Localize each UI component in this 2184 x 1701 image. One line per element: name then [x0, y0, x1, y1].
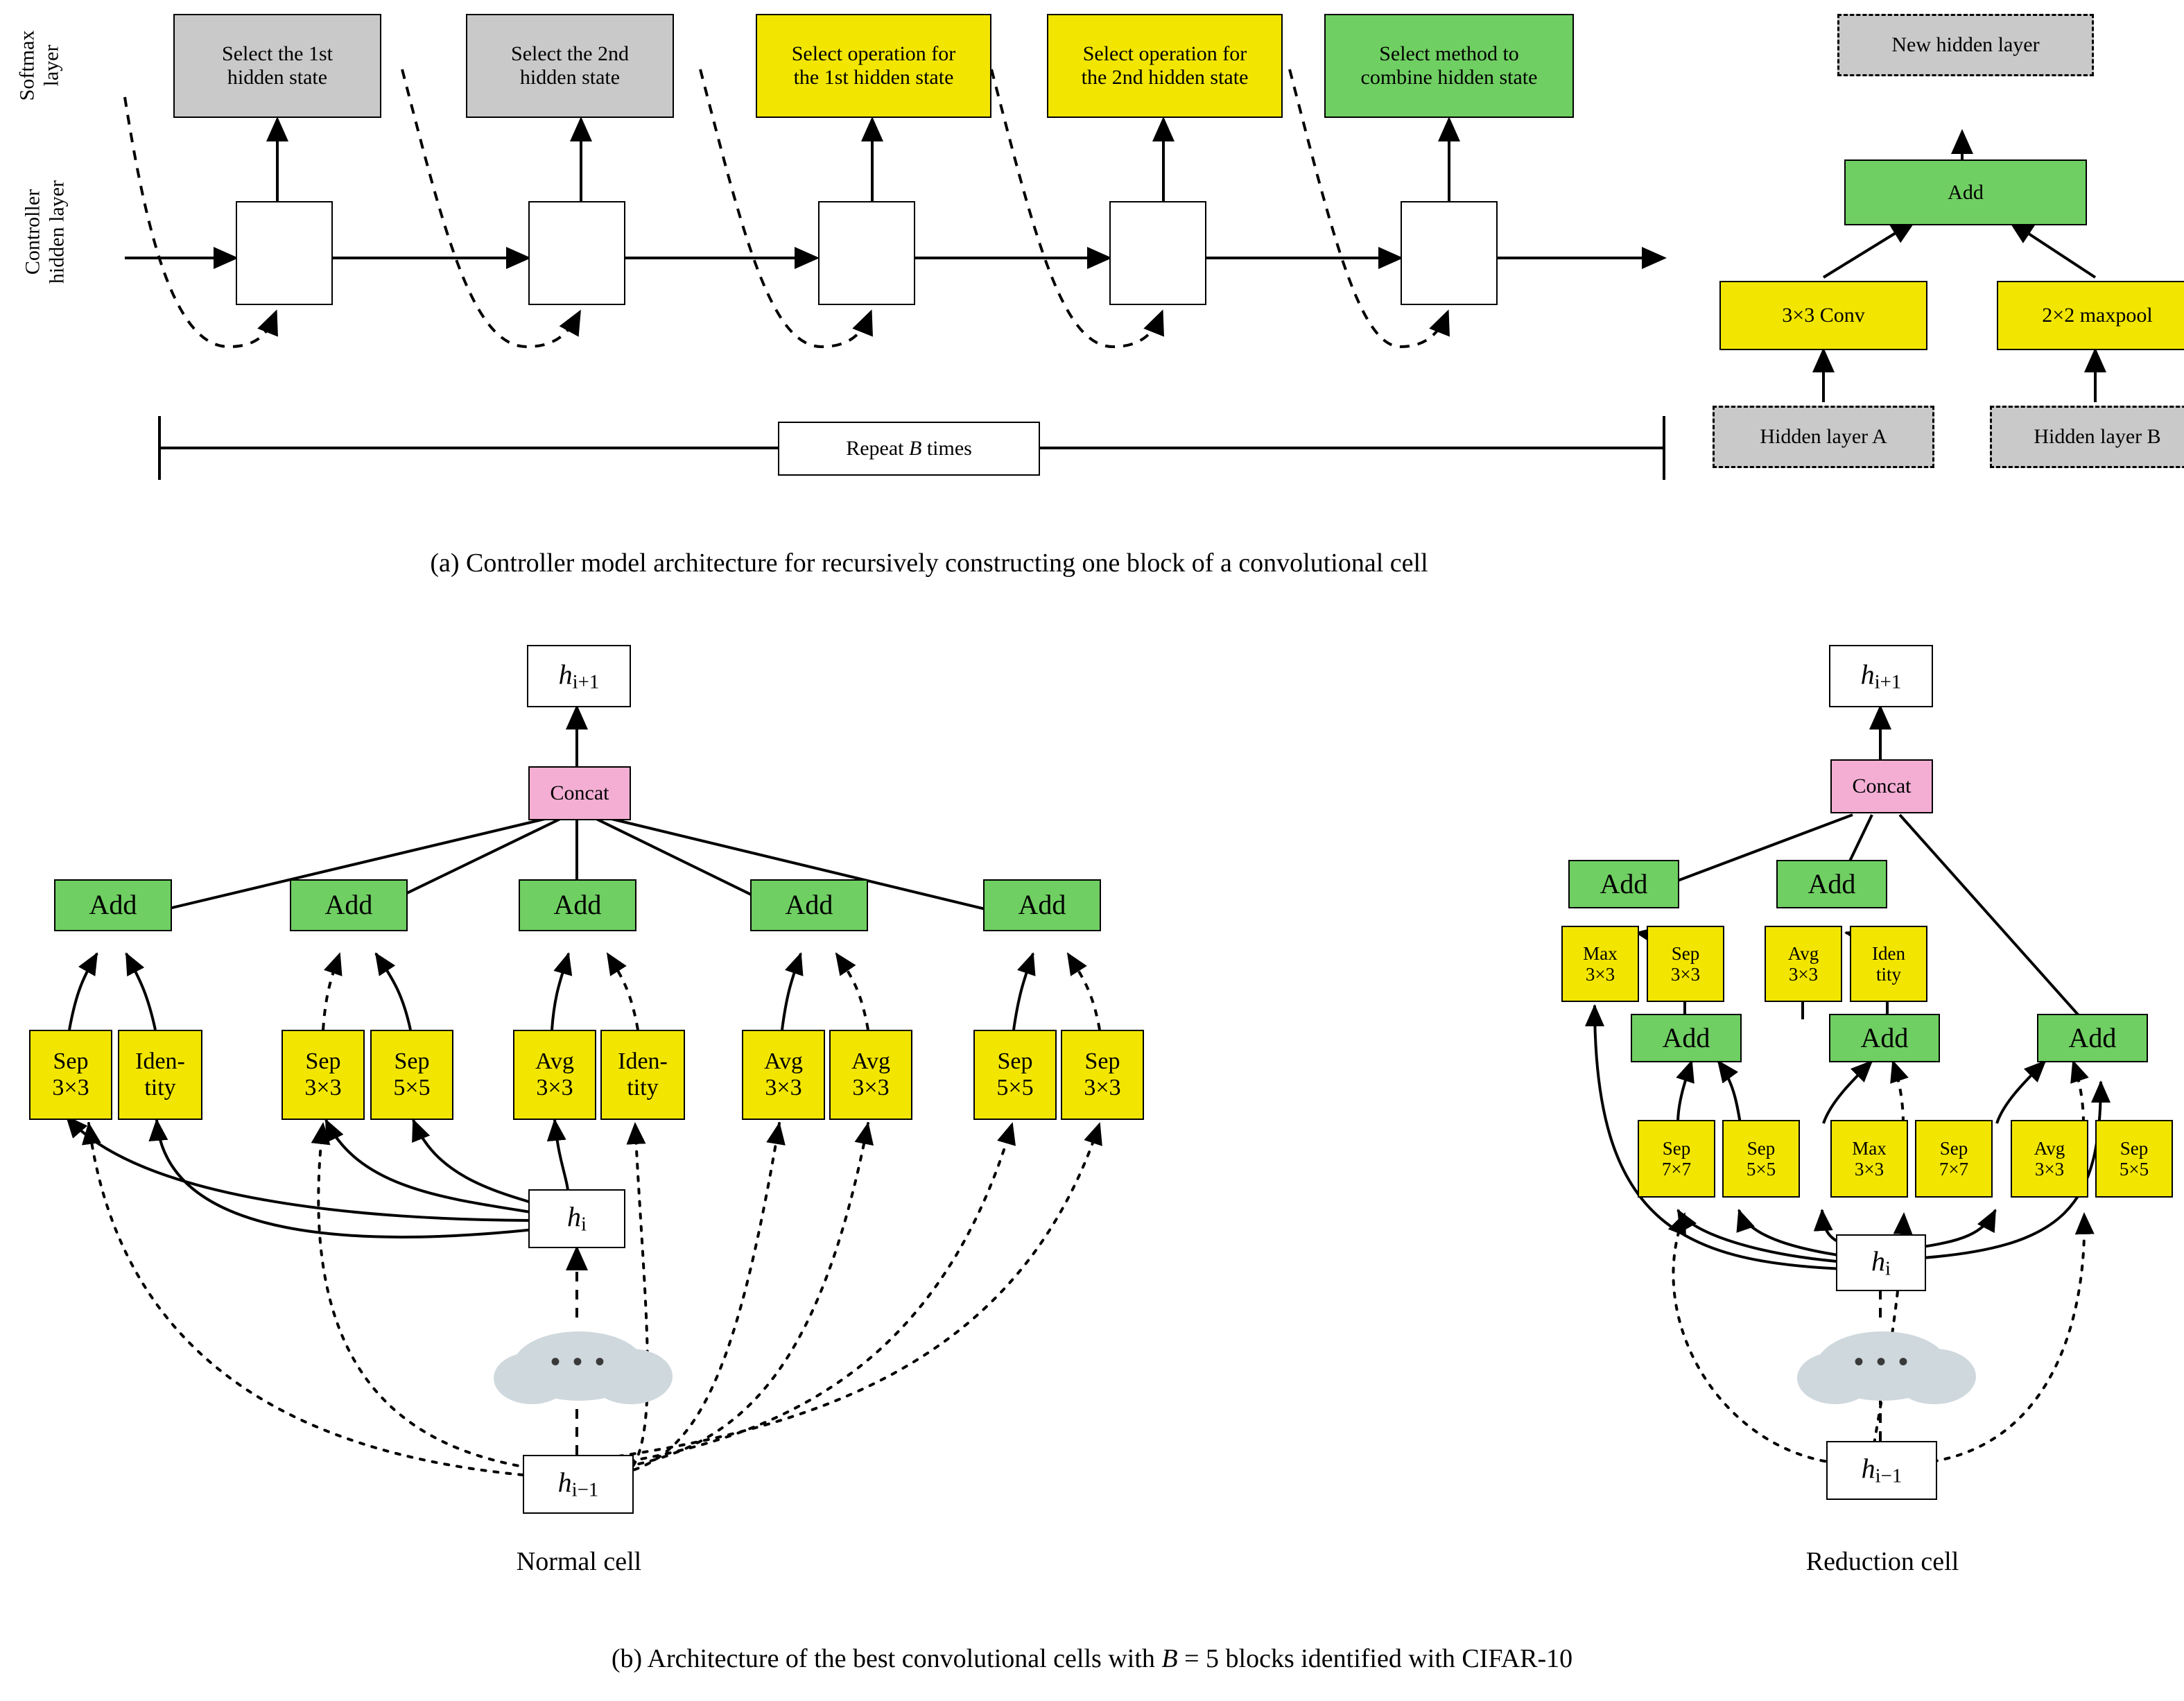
normal-hi-1-node: [523, 1455, 634, 1514]
normal-output-node: [527, 645, 631, 707]
caption-b-pre: (b) Architecture of the best convolutional cells with: [611, 1644, 1162, 1673]
reduction-concat-node: Concat: [1830, 759, 1933, 813]
normal-op-8: Avg 3×3: [829, 1030, 912, 1120]
normal-add-4: Add: [750, 879, 868, 931]
reduction-op-top-2: Sep 3×3: [1647, 926, 1724, 1002]
normal-output-sub: i+1: [572, 671, 600, 693]
normal-hprev-h: h: [557, 1467, 572, 1499]
softmax-box-1-label: Select the 1st hidden state: [222, 42, 333, 89]
op-conv-box: 3×3 Conv: [1719, 281, 1927, 350]
reduction-op-mid-2: Sep 5×5: [1722, 1120, 1800, 1198]
controller-cell-2: [528, 201, 625, 305]
hidden-layer-b-box: Hidden layer B: [1990, 406, 2184, 468]
normal-op-1: Sep 3×3: [29, 1030, 112, 1120]
repeat-b: B: [908, 437, 922, 460]
reduction-add-top-2: Add: [1776, 860, 1887, 908]
softmax-box-3-label: Select operation for the 1st hidden state: [791, 42, 956, 89]
reduction-hprev-h: h: [1861, 1453, 1875, 1485]
reduction-output-node: [1829, 645, 1933, 707]
reduction-hi-1-node: [1826, 1441, 1937, 1500]
caption-a: (a) Controller model architecture for recursively constructing one block of a convolutional cell: [430, 549, 1428, 578]
reduction-cloud-dots: • • •: [1853, 1346, 1911, 1377]
normal-op-2: Iden- tity: [118, 1030, 202, 1120]
repeat-post: times: [921, 437, 972, 460]
op-maxpool-box: 2×2 maxpool: [1997, 281, 2184, 350]
softmax-box-4[interactable]: [1047, 14, 1283, 118]
repeat-pre: Repeat: [846, 437, 909, 460]
normal-output-h: h: [558, 658, 573, 690]
reduction-hi-h: h: [1871, 1245, 1885, 1277]
reduction-hi-node: [1836, 1234, 1926, 1291]
normal-hi-h: h: [566, 1201, 581, 1233]
reduction-op-top-3: Avg 3×3: [1765, 926, 1842, 1002]
reduction-add-mid-3: Add: [2037, 1014, 2148, 1062]
reduction-op-mid-4: Sep 7×7: [1915, 1120, 1993, 1198]
normal-add-2: Add: [290, 879, 408, 931]
normal-hprev-sub: i−1: [571, 1478, 599, 1501]
reduction-op-mid-6: Sep 5×5: [2095, 1120, 2173, 1198]
normal-hi-node: [528, 1189, 625, 1248]
reduction-hi-sub: i: [1884, 1257, 1891, 1280]
normal-op-3: Sep 3×3: [281, 1030, 365, 1120]
reduction-output-sub: i+1: [1874, 671, 1902, 693]
caption-b-post: = 5 blocks identified with CIFAR-10: [1177, 1644, 1573, 1673]
normal-add-3: Add: [519, 879, 636, 931]
softmax-box-3[interactable]: [756, 14, 991, 118]
normal-op-5: Avg 3×3: [513, 1030, 596, 1120]
reduction-add-top-1: Add: [1568, 860, 1679, 908]
reduction-op-mid-1: Sep 7×7: [1638, 1120, 1715, 1198]
normal-add-1: Add: [54, 879, 172, 931]
reduction-add-mid-2: Add: [1829, 1014, 1940, 1062]
normal-op-7: Avg 3×3: [742, 1030, 825, 1120]
softmax-box-2[interactable]: [466, 14, 674, 118]
normal-op-10: Sep 3×3: [1061, 1030, 1144, 1120]
normal-cell-name: Normal cell: [516, 1547, 642, 1576]
normal-hi-sub: i: [580, 1213, 587, 1236]
controller-cell-1: [236, 201, 333, 305]
softmax-box-4-label: Select operation for the 2nd hidden state: [1081, 42, 1249, 89]
softmax-box-5[interactable]: [1324, 14, 1574, 118]
combine-add-box: Add: [1844, 159, 2087, 225]
softmax-box-5-label: Select method to combine hidden state: [1360, 42, 1538, 89]
repeat-box: [778, 422, 1040, 476]
reduction-cell-name: Reduction cell: [1805, 1547, 1959, 1576]
caption-b: [0, 1643, 2184, 1674]
softmax-box-2-label: Select the 2nd hidden state: [511, 42, 629, 89]
reduction-add-mid-1: Add: [1631, 1014, 1742, 1062]
new-hidden-layer-box: New hidden layer: [1837, 14, 2094, 76]
softmax-box-1[interactable]: [173, 14, 381, 118]
controller-cell-5: [1401, 201, 1498, 305]
normal-cloud-dots: • • •: [550, 1346, 607, 1377]
normal-op-4: Sep 5×5: [370, 1030, 453, 1120]
normal-concat-node: Concat: [528, 766, 631, 820]
reduction-op-mid-5: Avg 3×3: [2011, 1120, 2088, 1198]
controller-cell-3: [818, 201, 915, 305]
normal-op-6: Iden- tity: [600, 1030, 685, 1120]
reduction-op-mid-3: Max 3×3: [1830, 1120, 1908, 1198]
axis-label-softmax: Softmax layer: [15, 30, 62, 101]
reduction-op-top-4: Iden tity: [1850, 926, 1927, 1002]
controller-cell-4: [1109, 201, 1206, 305]
normal-op-9: Sep 5×5: [973, 1030, 1057, 1120]
reduction-hprev-sub: i−1: [1875, 1465, 1903, 1487]
hidden-layer-a-box: Hidden layer A: [1713, 406, 1934, 468]
caption-b-b: B: [1161, 1644, 1178, 1673]
normal-add-5: Add: [983, 879, 1101, 931]
reduction-output-h: h: [1860, 658, 1875, 690]
reduction-op-top-1: Max 3×3: [1561, 926, 1639, 1002]
axis-label-controller: Controller hidden layer: [21, 180, 68, 284]
